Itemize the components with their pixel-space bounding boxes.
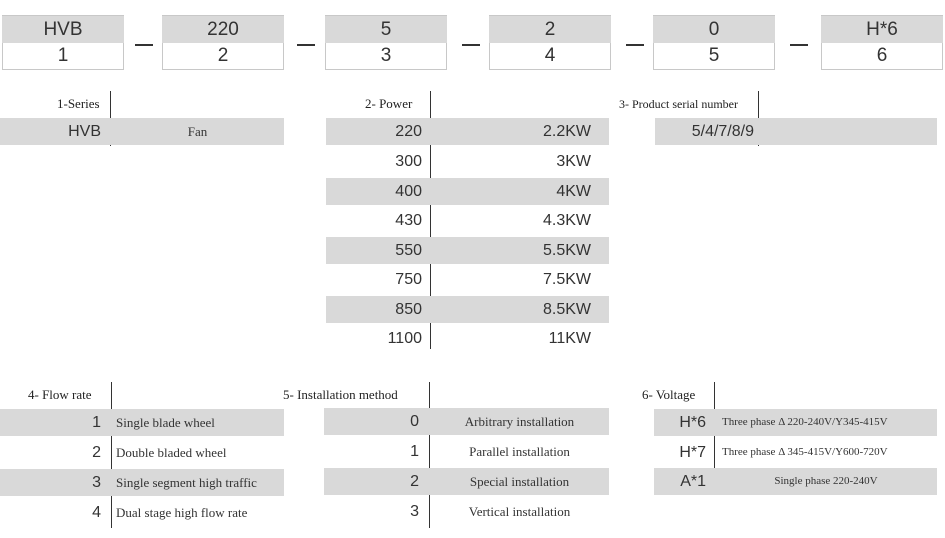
install-header: 5- Installation method — [283, 387, 398, 402]
power-row — [326, 118, 609, 145]
code-index: 1 — [2, 43, 124, 70]
voltage-desc: Single phase 220-240V — [774, 475, 878, 487]
code-value: 2 — [489, 15, 611, 43]
power-value: 5.5KW — [542, 242, 591, 259]
power-value: 2.2KW — [542, 123, 591, 140]
code-value: 220 — [162, 15, 284, 43]
serial-row — [655, 118, 937, 145]
voltage-row — [654, 468, 937, 495]
series-row — [0, 118, 284, 145]
code-box-4 — [489, 15, 611, 70]
power-header: 2- Power — [365, 96, 413, 111]
flow-header: 4- Flow rate — [28, 387, 92, 402]
dash-separator — [626, 44, 644, 46]
flow-desc: Single segment high traffic — [116, 475, 257, 490]
power-code: 850 — [395, 301, 422, 318]
voltage-desc: Three phase Δ 220-240V/Y345-415V — [722, 416, 888, 428]
install-row — [324, 408, 609, 435]
code-box-1 — [2, 15, 124, 70]
flow-row — [0, 409, 284, 436]
power-value: 4KW — [556, 183, 591, 200]
power-value: 7.5KW — [542, 271, 591, 288]
power-row — [326, 178, 609, 205]
power-row — [326, 148, 609, 175]
install-code: 2 — [410, 473, 419, 490]
voltage-code: H*6 — [679, 414, 706, 431]
code-index: 2 — [162, 43, 284, 70]
code-value: H*6 — [821, 15, 943, 43]
install-row — [324, 498, 609, 525]
serial-value: 5/4/7/8/9 — [691, 123, 754, 140]
voltage-row — [654, 439, 937, 466]
code-box-2 — [162, 15, 284, 70]
flow-row — [0, 439, 284, 466]
power-row — [326, 207, 609, 234]
flow-code: 2 — [92, 444, 101, 461]
code-index: 4 — [489, 43, 611, 70]
voltage-code: H*7 — [679, 444, 706, 461]
code-index: 6 — [821, 43, 943, 70]
flow-desc: Single blade wheel — [116, 415, 215, 430]
power-code: 1100 — [387, 330, 422, 347]
install-row — [324, 468, 609, 495]
code-index: 3 — [325, 43, 447, 70]
code-value: HVB — [2, 15, 124, 43]
voltage-header: 6- Voltage — [642, 387, 696, 402]
code-index: 5 — [653, 43, 775, 70]
code-box-5 — [653, 15, 775, 70]
power-row — [326, 325, 609, 352]
power-code: 300 — [395, 153, 422, 170]
code-box-6 — [821, 15, 943, 70]
flow-row — [0, 469, 284, 496]
power-code: 220 — [395, 123, 422, 140]
install-code: 3 — [410, 503, 419, 520]
install-code: 1 — [410, 443, 419, 460]
code-value: 5 — [325, 15, 447, 43]
power-row — [326, 237, 609, 264]
power-code: 550 — [395, 242, 422, 259]
voltage-code: A*1 — [680, 473, 706, 490]
power-row — [326, 296, 609, 323]
series-header: 1-Series — [57, 96, 100, 111]
install-desc: Vertical installation — [468, 504, 571, 519]
flow-desc: Double bladed wheel — [116, 445, 227, 460]
power-code: 750 — [395, 271, 422, 288]
install-row — [324, 438, 609, 465]
series-code: HVB — [68, 123, 101, 140]
voltage-row — [654, 409, 937, 436]
dash-separator — [297, 44, 315, 46]
series-desc: Fan — [187, 124, 208, 139]
install-code: 0 — [410, 413, 419, 430]
power-code: 430 — [395, 212, 422, 229]
power-value: 4.3KW — [542, 212, 591, 229]
install-desc: Parallel installation — [469, 444, 570, 459]
voltage-desc: Three phase Δ 345-415V/Y600-720V — [722, 446, 888, 458]
power-row — [326, 266, 609, 293]
install-desc: Arbitrary installation — [464, 414, 575, 429]
dash-separator — [462, 44, 480, 46]
code-value: 0 — [653, 15, 775, 43]
flow-code: 1 — [92, 414, 101, 431]
flow-desc: Dual stage high flow rate — [116, 505, 248, 520]
power-code: 400 — [395, 183, 422, 200]
power-value: 8.5KW — [542, 301, 591, 318]
install-desc: Special installation — [469, 474, 570, 489]
flow-code: 3 — [92, 474, 101, 491]
dash-separator — [790, 44, 808, 46]
code-box-3 — [325, 15, 447, 70]
flow-code: 4 — [92, 504, 101, 521]
power-value: 11KW — [548, 330, 591, 347]
flow-row — [0, 499, 284, 526]
dash-separator — [135, 44, 153, 46]
serial-header: 3- Product serial number — [619, 97, 738, 111]
power-value: 3KW — [556, 153, 591, 170]
